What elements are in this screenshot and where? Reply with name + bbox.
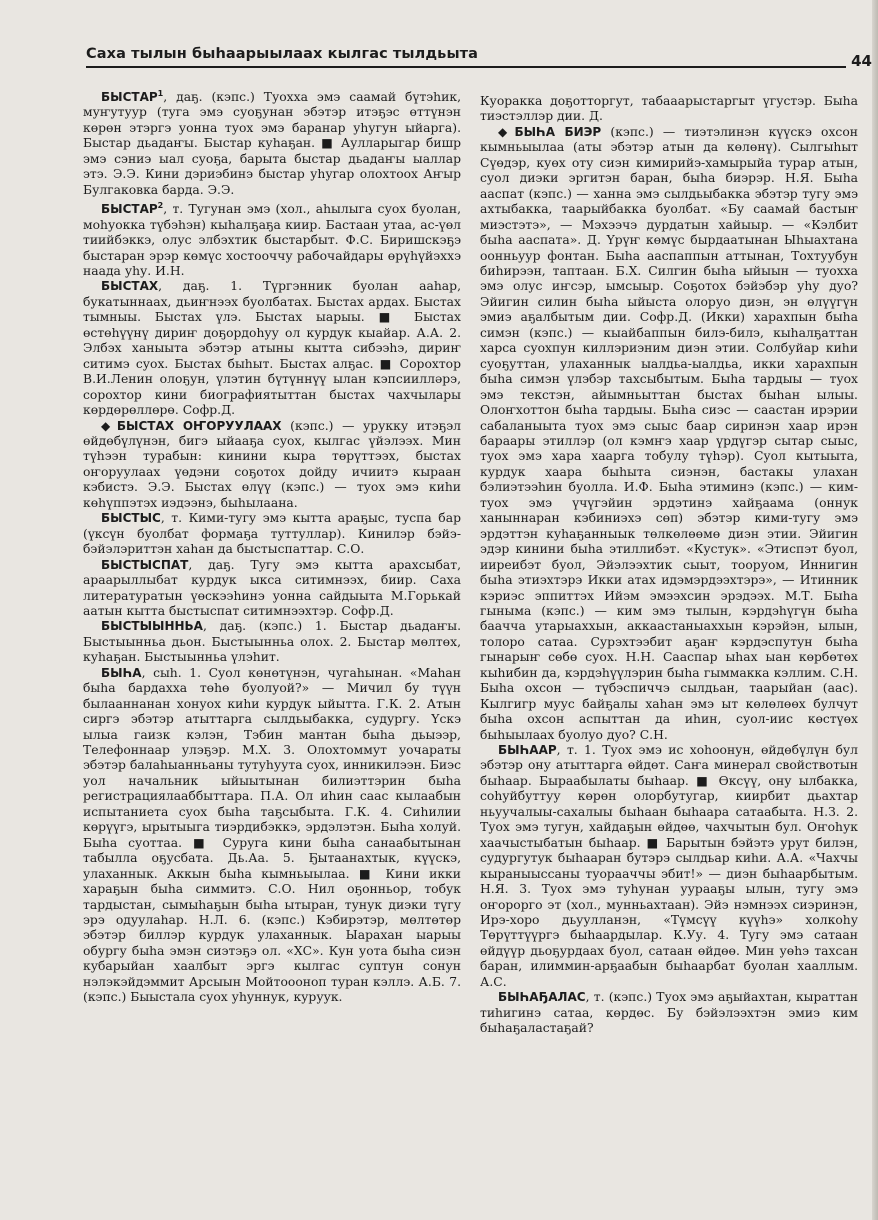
headword: БЫҺАҔАЛАС (498, 990, 586, 1005)
entry-byhaar (480, 743, 858, 990)
right-column (480, 94, 858, 1216)
entry-text: (кэпс.) — тиэтэлинэн күүскэ охсон кымньыылаа (аты эбэтэр атын да көлөнү). Сылгыһыт Сүөдэр, куөх оту сиэн кимирийэ-хамырыйа турар атын, суол диэки эргитэн баран, быһа биэрэр. Н.Я. Быһа ааспат (кэпс.) — ханна эмэ сылдьыбакка эбэтэр тугу эмэ ахтыбакка, таарыйбакка буолбат. «Бу саамай бастыҥ миэстэтэ», — Мэхээчэ дурдатын хайыыр. — «Кэлбит быһа ааспата». Д. Үрүҥ көмүс бырдаатынан Ыһыахтана оонньуур фонтан. Быһа ааспаппын аттынан, Тохтуубун биһирээн, таптаан. Б.Х. Силгин быһа ыйыын — туохха эмэ олус иҥсэр, ымсыыр. Соҕотох бэйэбэр уһу дуо? Эйигин силин быһа ыйыста олоруо диэн, эн өлүүгүн эмиэ аҕалбытым дии. Софр.Д. (Икки) харахпын быһа симэн (кэпс.) — кыайбаппын билэ-билэ, кыһалҕаттан харса суохпун киллэриэним диэн этии. Солбуйар киһи суоҕуттан, улаханнык ыалдьа-ыалдьа, икки харахпын быһа симэн үлэбэр тахсыбытым. Быһа тардыы — туох эмэ текстэн, айымньыттан быстах быһан ылыы. Олоҥхоттон быһа тардыы. Быһа сиэс — саастан ирэрии сабаланыыта туох эмэ сыыс баар сиринэн хаар ирэн бараары этиллэр (ол кэмҥэ хаар үрдүгэр сытар сыыс, туох эмэ хара хаарга тобулу түһэр). Суол кытыыта, курдук хаара быһыта сиэнэн, бастакы улахан бэлиэтээһин буолла. И.Ф. Быһа этиминэ (кэпс.) — ким-туох эмэ үчүгэйин эрдэтинэ хайҕаама (оннук ханыннаран кэбиниэхэ сөп) эбэтэр кими-тугу эмэ эрдэттэн куһаҕанныык төлкөлөөмө диэн этии. Эйигин эдэр кинини быһа этиллибэт. «Кустук». «Этиспэт буол, ииреибэт буол, Эйэлээхтик сыыт, тооруом, Иннигин быһа этиэхтэрэ Икки атах идэмэрдээхтэрэ», — Итинник кэриэс эппиттэх Ийэм эмээхсин эрэдээх. М.Т. Быһа гыныма (кэпс.) — ким эмэ тылын, кэрдэһүгүн быһа баачча утарыаххын, аккаастаныаххын кэрэйэн, ылын, толоро сатаа. Сурэхтээбит аҕаҥ кэрдэспутун быһа гынарыҥ сөбө суох. Н.Н. Сааспар ыһах ыан көрбөтөх кыһибин да, кэрдэһүүлэрин быһа гыммакка кэллим. С.Н. Быһа охсон — түбэспиччэ сылдьан, таарыйан (аас). Кылгигр муус байҕалы хаһан эмэ ыт көлөлөөх булчут быһа охсон аспыттан да иһин, суол-иис көстүөх быһыылаах буолуо дуо? С.Н. (480, 124, 858, 742)
entry-text: , даҕ. 1. Түргэнник буолан ааһар, букатыннаах, дьиҥнээх буолбатах. Быстах ардах. Быстах тымныы. Быстах үлэ. Быстах ыарыы. ■ Быстах өстөһүүнү дириҥ доҕордоһуу ол курдук кыайар. А.А. 2. Элбэх ханыыта эбэтэр атыны кытта сибээһэ, дириҥ ситимэ суох. Быстах быһыт. Быстах алҕас. ■ Сорохтор В.И.Ленин олоҕун, үлэтин бүтүннүү ылан кэпсиилләрэ, сорохтор кини биографиятыттан быстах чахчылары көрдөрөллөрө. Софр.Д. (83, 279, 461, 418)
entry-bystar-1 (83, 86, 461, 198)
entry-text: , т. 1. Туох эмэ ис хоһоонун, өйдөбүлүн бул эбэтэр ону атыттарга өйдөт. Саҥа минерал свойствотын быһаар. Быраабылаты быһаар. ■ Өксүү, ону ылбакка, соһуйбуттуу көрөн олорбутугар, киирбит дьахтар ньуучалыы-сахалыы быһаан быһаара сатаабыта. Н.З. 2. Туох эмэ тугун, хайдаҕын өйдөө, чахчытын бул. Оҥоһук хаачыстыбатын быһаар. ■ Барытын бэйэтэ урут билэн, судургутук быһааран бутэрэ сылдьар киһи. А.А. «Чахчы кыраныыссаны туорааччы эбит!» — диэн быһаарбытым. Н.Я. 3. Туох эмэ туһунан уурааҕы ылын, тугу эмэ оҥорорго эт (хол., мунньахтаан). Эйэ нэмнээх сиэринэн, Ирэ-хоро дьуулланэн, «Түмсүү күүһэ» холкоһу Төрүттүүргэ быһаардылар. К.Уу. 4. Тугу эмэ сатаан өйдүүр дьоҕурдаах буол, сатаан өйдөө. Мин уөһэ тахсан баран, илиммин-арҕаабын быһаарбат буолан хааллым. А.С. (480, 743, 858, 989)
headword: БЫСТАР$^1$ (101, 89, 164, 104)
left-column (83, 86, 461, 1208)
headword: БЫСТЫСПАТ (101, 557, 189, 572)
scan-edge (872, 0, 878, 1220)
entry-byha (83, 666, 461, 1006)
entry-bystyynnya (83, 619, 461, 665)
entry-text: , т. Кими-тугу эмэ кытта араҕыс, туспа бар (үксүн буолбат формаҕа туттуллар). Кинилэр бэйэ-бэйэлэриттэн хаһан да быстыспаттар. С.О. (83, 511, 461, 557)
entry-text: Куоракка доҕотторгут, табааарыстаргыт үгустэр. Быһа тиэстэллэр дии. Д. (480, 94, 858, 124)
headword: БЫСТАХ ОҤОРУУЛААХ (116, 418, 282, 433)
entry-bystakh (83, 279, 461, 418)
entry-text: (кэпс.) — урукку итэҕэл өйдөбүлүнэн, бигэ ыйааҕа суох, кылгас үйэлээх. Мин түһээн турабын: кинини кыра төрүттээх, быстах оҥоруулаах үөдэни соҕотох дойду ичиитэ кыраан кэбистэ. Э.Э. Быстах өлүү (кэпс.) — туох эмэ киһи көһүппэтэх иэдээнэ, быһылаана. (83, 418, 461, 510)
diamond-icon: ◆ (498, 124, 513, 139)
entry-bystar-2 (83, 198, 461, 279)
header-rule (86, 66, 846, 68)
entry-text: , даҕ. (кэпс.) Туохха эмэ саамай бүтэһик, муҥутуур (туга эмэ суоҕунан эбэтэр итэҕэс өттүнэн көрөн этэргэ уонна туох эмэ баранар уһугун ыйарга). Быстар дьадаҥы. Быстар куһаҕан. ■ Аулларыгар бишр эмэ сэниэ ыал суоҕа, барыта быстар дьадаҥы ыаллар этэ. Э.Э. Кини дэриэбинэ быстар уһугар олохтоох Аҥыр Булгаковка барда. Э.Э. (83, 90, 461, 197)
entry-bystys (83, 511, 461, 557)
headword: БЫСТАР$^2$ (101, 201, 164, 217)
headword: БЫСТЫС (101, 511, 161, 526)
entry-text: , т. Тугунан эмэ (хол., аһылыга суох буолан, моһуокка түбэһэн) кыһалҕаҕа киир. Бастаан утаа, ас-үөл тиийбэккэ, олус элбэхтик быстарбыт. Ф.С. Биришскэҕэ быстаран эрэр көмүс хостооччу рабочайдары өрүһүйэххэ наада уһу. И.Н. (83, 202, 461, 278)
headword: БЫСТАХ (101, 279, 159, 294)
diamond-icon: ◆ (101, 418, 115, 433)
running-header (86, 46, 876, 68)
dictionary-title: Саха тылын быһаарыылаах кылгас тылдьыта (86, 46, 479, 62)
entry-bystyspat (83, 558, 461, 620)
headword: БЫҺА (101, 665, 142, 680)
entry-text: , даҕ. Тугу эмэ кытта арахсыбат, араарыллыбат курдук ыкса ситимнээх, биир. Саха литературатын үөскээһинэ уонна сайдыыта М.Горькай аатын кытта быстыспат ситимнээхтэр. Софр.Д. (83, 557, 461, 618)
page-number: 44 (851, 52, 872, 70)
entry-text: , сыһ. 1. Суол көнөтүнэн, чугаһынан. «Маһан быһа бардахха төһө буолуой?» — Мичил бу түүн былааннанан хонуох киһи курдук ыйытта. Г.К. 2. Атын сиргэ эбэтэр атыттарга сылдьыбакка, судургу. Үскэ ылыа гаизк кэлэн, Тэбин мантан быһа дьыээр, Телефоннаар улэҕэр. М.Х. 3. Олохтоммут уочараты эбэтэр балаһыанньаны тутуһуута суох, инникилээн. Биэс уол начальник ыйыытынан билиэттэрин быһа регистрациялааббыттара. П.А. Ол иһин саас кылаабын испытаниета суох быһа таҕсыбыта. Г.К. 4. Сиһилии көрүүгэ, ырытыыга тиэрдибэккэ, эрдэлэтэн. Быһа холуй. Быһа суоттаа. ■ Суруга кини быһа санаабытынан табылла оҕусбата. Дь.Аа. 5. Ҕытаанахтык, күүскэ, улаханнык. Аккын быһа кымньыылаа. ■ Кини икки хараҕын быһа симмитэ. С.О. Нил оҕонньор, тобук тардыстан, сымыһаҕын быһа ытыран, тунук диэки түгу эрэ одуулаһар. Н.Л. 6. (кэпс.) Кэбирэтэр, мөлтөтөр эбэтэр биллэр курдук улаханнык. Ыарахан ыарыы обургу быһа эмэн сиэтэҕэ ол. «ХС». Кун уота быһа сиэн кубарыйан хаалбыт эргэ кылгас суптун сонун нэлэкэйдэммит Арсыын Мойтоооноп туран кэллэ. А.Б. 7. (кэпс.) Быыстала суох уһуннук, куруук. (83, 665, 461, 1005)
entry-byhagalas (480, 990, 858, 1036)
headword: БЫҺААР (498, 743, 557, 758)
entry-text: , т. (кэпс.) Туох эмэ аҕыйахтан, кыраттан тиһигинэ сатаа, көрдөс. Бу бэйэлээхтэн эмиэ ким быһаҕаластаҕай? (480, 990, 858, 1036)
entry-byha-bier (480, 125, 858, 743)
entry-bystakh-ongoruulaakh (83, 419, 461, 512)
headword: БЫСТЫЫННЬА (101, 619, 203, 634)
entry-text: , даҕ. (кэпс.) 1. Быстар дьадаҥы. Быстыынньа дьон. Быстыынньа олох. 2. Быстар мөлтөх, куһаҕан. Быстыынньа үлэһит. (83, 619, 461, 665)
entry-continuation (480, 94, 858, 125)
headword: БЫҺА БИЭР (514, 124, 602, 139)
